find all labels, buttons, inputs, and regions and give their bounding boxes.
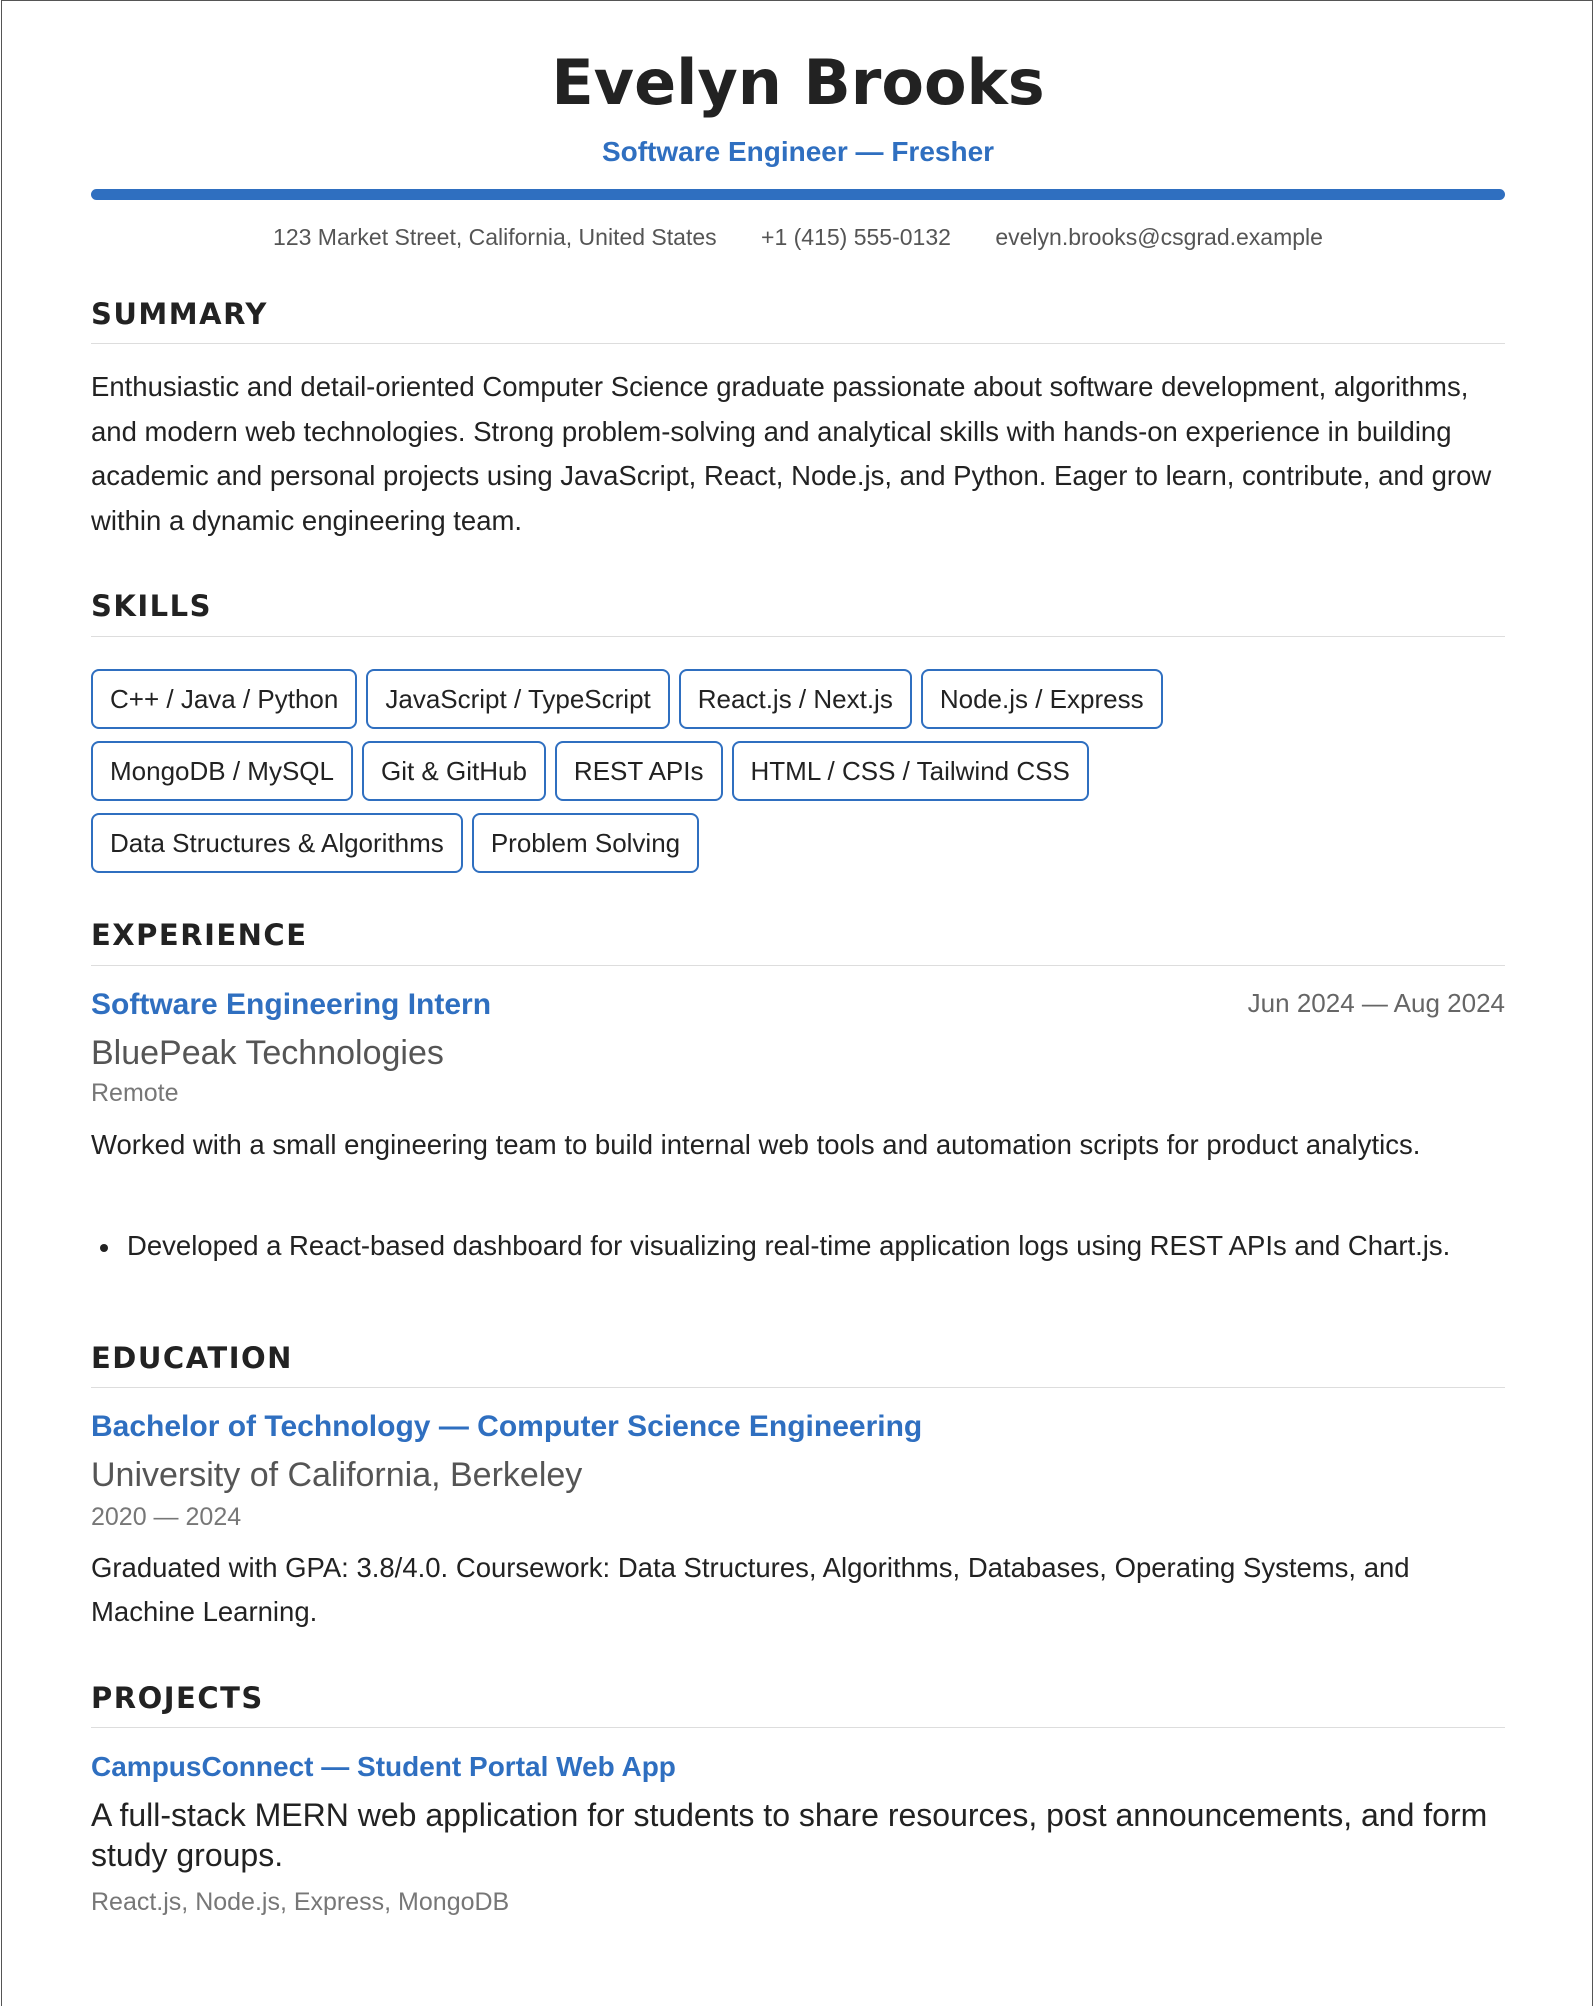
skill-chip: HTML / CSS / Tailwind CSS xyxy=(732,741,1089,801)
project-name: CampusConnect — Student Portal Web App xyxy=(91,1751,676,1782)
skill-chip: REST APIs xyxy=(555,741,723,801)
skills-row xyxy=(91,741,1505,801)
education-school: University of California, Berkeley xyxy=(91,1456,583,1494)
skills-row xyxy=(91,813,1505,873)
experience-divider xyxy=(91,965,1505,966)
experience-location: Remote xyxy=(91,1079,179,1107)
skill-chip: JavaScript / TypeScript xyxy=(366,669,669,729)
experience-company: BluePeak Technologies xyxy=(91,1034,444,1072)
education-heading: EDUCATION xyxy=(91,1341,293,1375)
skill-chip: Node.js / Express xyxy=(921,669,1163,729)
resume-content xyxy=(91,1,1505,1916)
contact-phone[interactable]: +1 (415) 555-0132 xyxy=(761,224,951,250)
experience-dates: Jun 2024 — Aug 2024 xyxy=(1247,988,1505,1018)
experience-heading: EXPERIENCE xyxy=(91,918,308,952)
experience-role: Software Engineering Intern xyxy=(91,988,492,1021)
skill-chip: Problem Solving xyxy=(472,813,699,873)
education-details: Graduated with GPA: 3.8/4.0. Coursework: Data Structures, Algorithms, Databases, Operating Systems, and Machine Learning. xyxy=(91,1552,1410,1627)
education-years: 2020 — 2024 xyxy=(91,1503,242,1531)
skill-chip: MongoDB / MySQL xyxy=(91,741,353,801)
skills-list xyxy=(91,669,1505,885)
candidate-name: Evelyn Brooks xyxy=(551,46,1045,119)
skill-chip: Git & GitHub xyxy=(362,741,546,801)
project-tech: React.js, Node.js, Express, MongoDB xyxy=(91,1888,510,1916)
projects-divider xyxy=(91,1727,1505,1728)
skills-divider xyxy=(91,636,1505,637)
education-degree: Bachelor of Technology — Computer Science Engineering xyxy=(91,1410,923,1443)
summary-divider xyxy=(91,343,1505,344)
experience-description: Worked with a small engineering team to build internal web tools and automation scripts for product analytics. xyxy=(91,1129,1421,1160)
skill-chip: React.js / Next.js xyxy=(679,669,912,729)
skills-heading: SKILLS xyxy=(91,589,212,623)
education-divider xyxy=(91,1387,1505,1388)
contact-line xyxy=(91,221,1505,253)
skill-chip: Data Structures & Algorithms xyxy=(91,813,463,873)
summary-heading: SUMMARY xyxy=(91,297,268,331)
skill-chip: C++ / Java / Python xyxy=(91,669,357,729)
summary-text: Enthusiastic and detail-oriented Computer Science graduate passionate about software development, algorithms, and modern web technologies. Strong problem-solving and analytical skills with hands-on experience in building academic and personal projects using JavaScript, React, Node.js, and Python. Eager to learn, contribute, and grow within a dynamic engineering team. xyxy=(91,371,1492,536)
candidate-role: Software Engineer — Fresher xyxy=(601,136,995,167)
contact-address: 123 Market Street, California, United States xyxy=(273,224,717,250)
experience-bullets xyxy=(91,1229,1505,1263)
projects-heading: PROJECTS xyxy=(91,1681,264,1715)
header-accent-bar xyxy=(91,189,1505,200)
contact-email[interactable]: evelyn.brooks@csgrad.example xyxy=(995,224,1323,250)
project-description: A full-stack MERN web application for students to share resources, post announcements, and form study groups. xyxy=(91,1797,1488,1873)
skills-row xyxy=(91,669,1505,729)
experience-bullet: Developed a React-based dashboard for visualizing real-time application logs using REST APIs and Chart.js. xyxy=(127,1229,1505,1263)
resume-page xyxy=(1,0,1593,2006)
